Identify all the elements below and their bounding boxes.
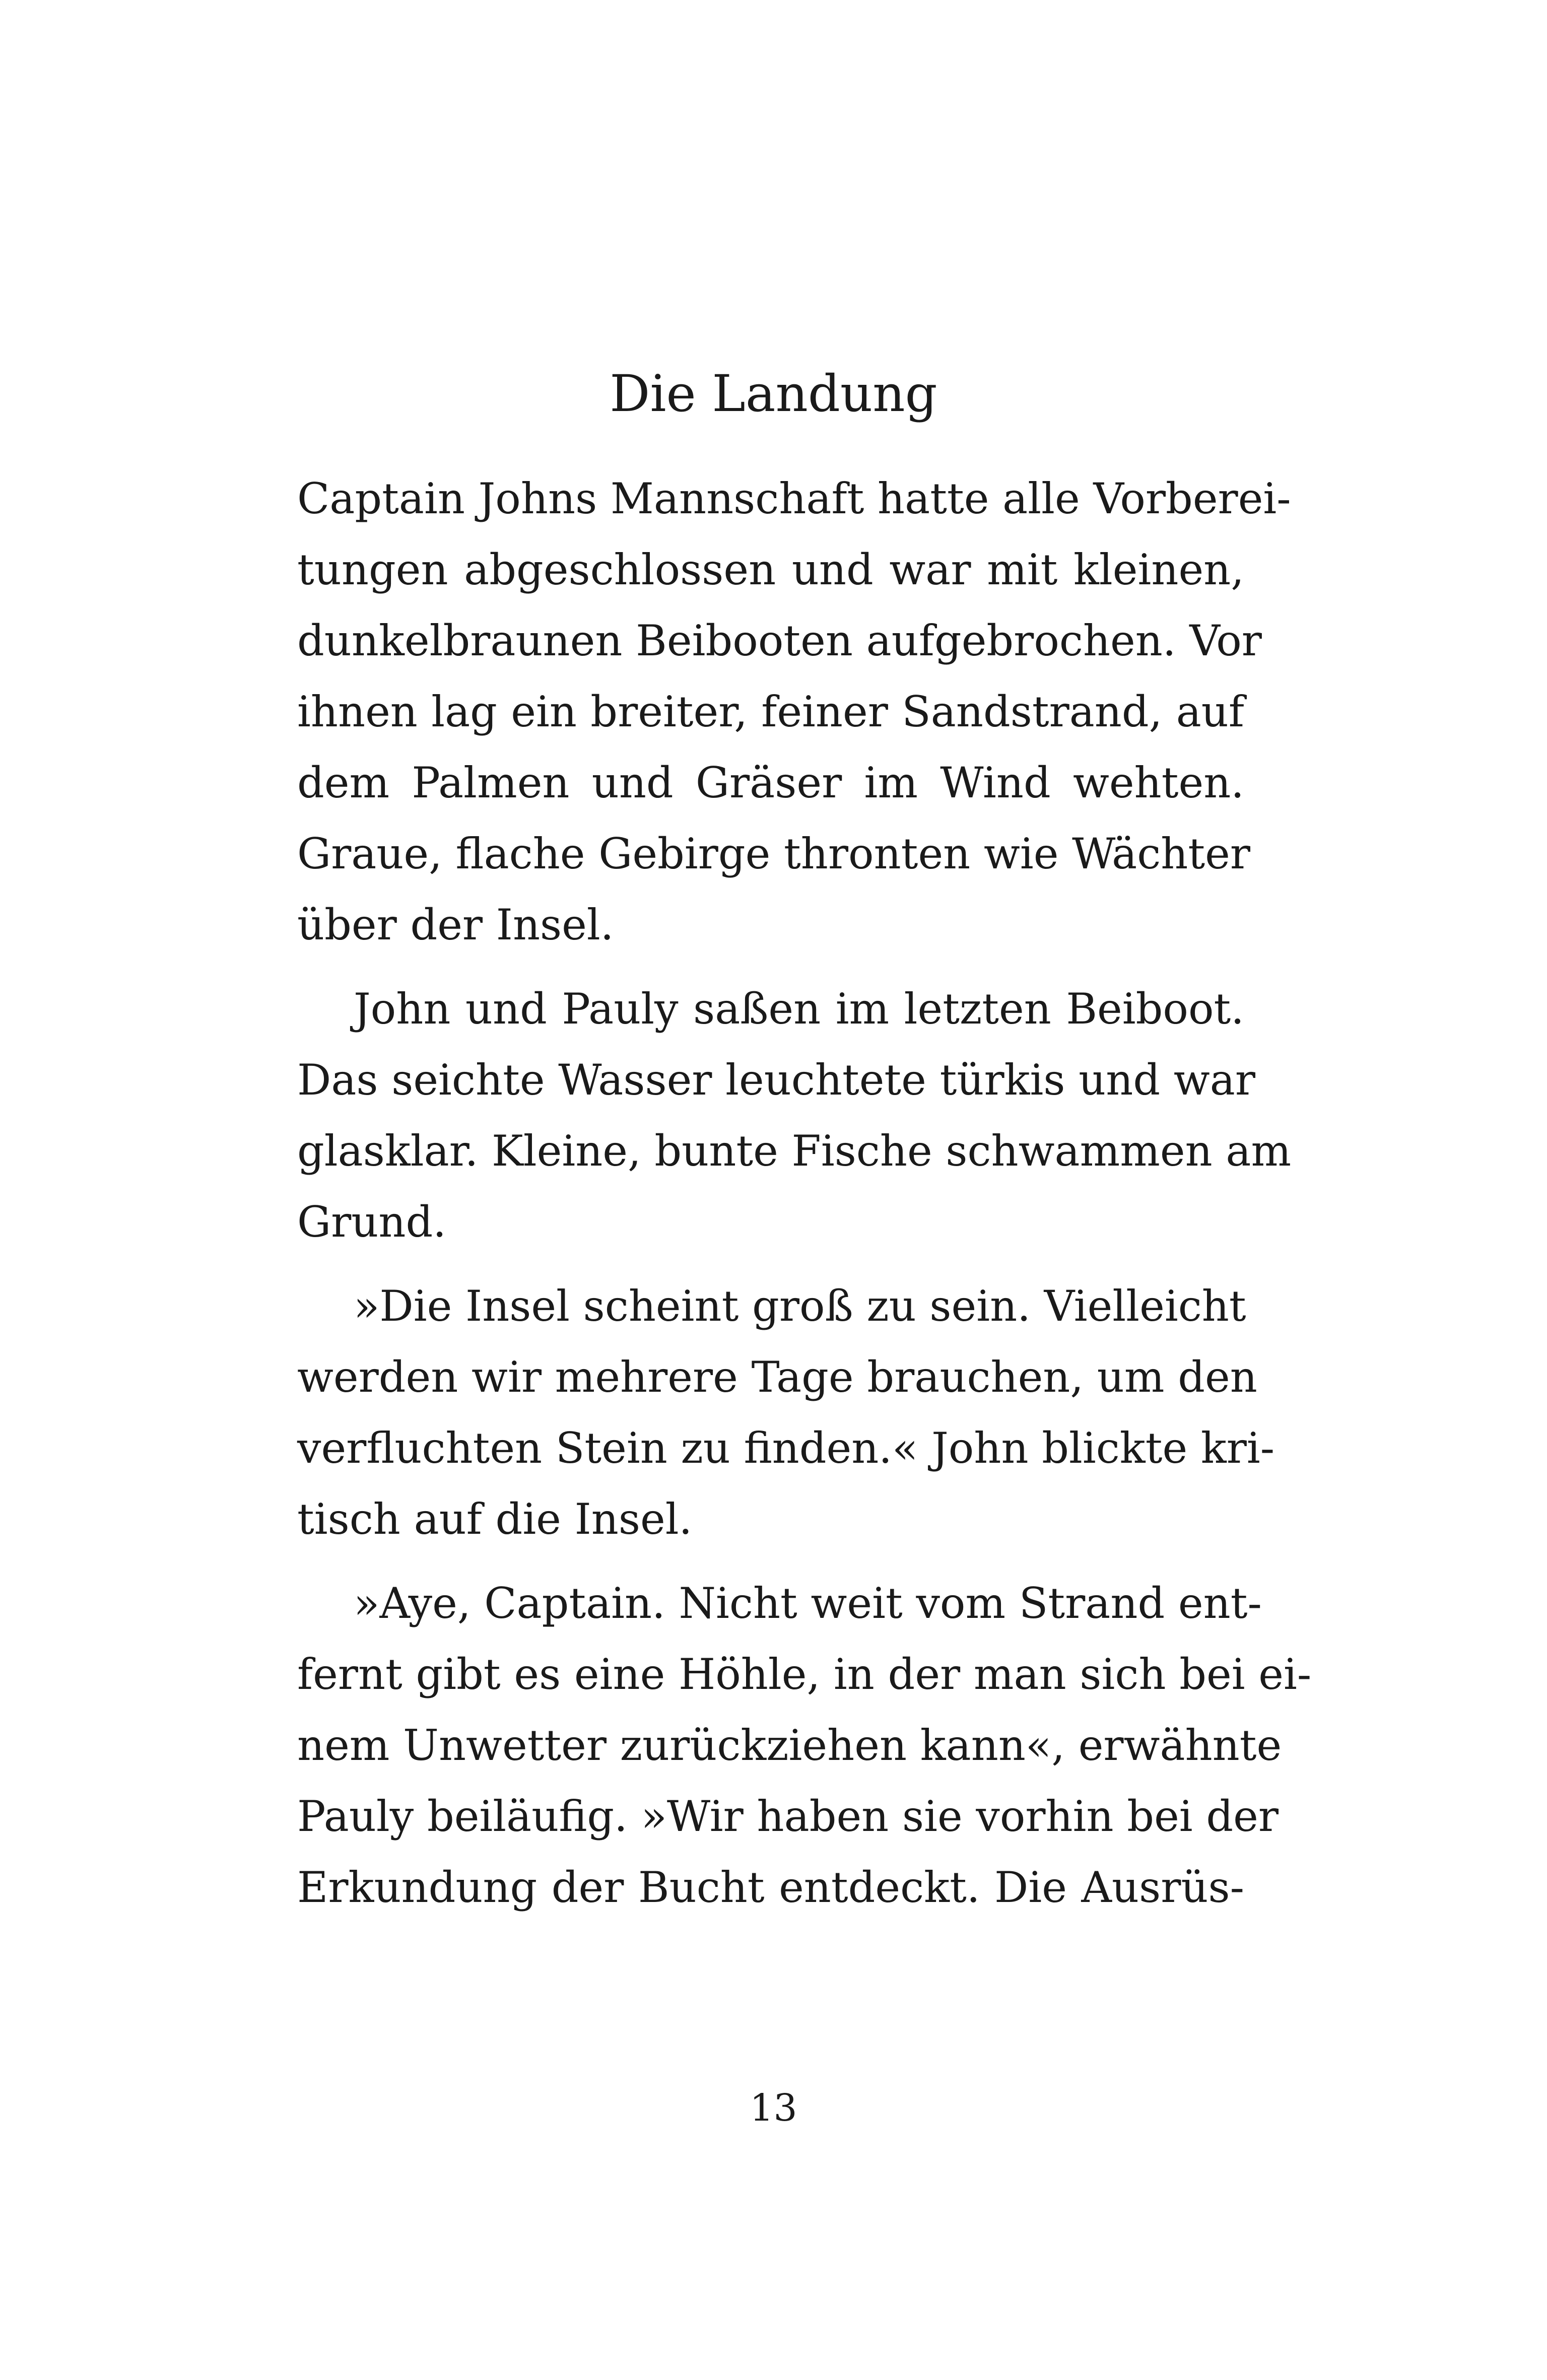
paragraph-1-line-5: dem Palmen und Gräser im Wind wehten. [297, 758, 1244, 807]
paragraph-2-line-3: glasklar. Kleine, bunte Fische schwammen am [297, 1126, 1292, 1176]
paragraph-4-line-5: Erkundung der Bucht entdeckt. Die Ausrüs- [297, 1863, 1244, 1912]
body-text [297, 463, 1312, 1923]
paragraph-1-line-6: Graue, flache Gebirge thronten wie Wächter [297, 829, 1251, 878]
paragraph-gap [297, 1258, 1244, 1271]
paragraph-4-line-2: fernt gibt es eine Höhle, in der man sich bei ei- [297, 1650, 1312, 1699]
paragraph-4-line-3: nem Unwetter zurückziehen kann«, erwähnte [297, 1721, 1282, 1770]
paragraph-2-line-2: Das seichte Wasser leuchtete türkis und war [297, 1055, 1255, 1105]
paragraph-1-line-4: ihnen lag ein breiter, feiner Sandstrand, auf [297, 687, 1244, 736]
paragraph-3-line-2: werden wir mehrere Tage brauchen, um den [297, 1352, 1257, 1402]
page-number: 13 [750, 2086, 797, 2130]
paragraph-2-line-4: Grund. [297, 1197, 446, 1247]
paragraph-3-line-3: verfluchten Stein zu finden.« John blickte kri- [297, 1423, 1275, 1473]
paragraph-1-line-7: über der Insel. [297, 900, 614, 949]
paragraph-4-line-1: »Aye, Captain. Nicht weit vom Strand ent- [354, 1579, 1262, 1628]
paragraph-3-line-1: »Die Insel scheint groß zu sein. Vielleicht [354, 1281, 1246, 1331]
chapter-title: Die Landung [610, 364, 937, 423]
paragraph-gap [297, 961, 1244, 974]
paragraph-2-line-1: John und Pauly saßen im letzten Beiboot. [354, 984, 1244, 1034]
paragraph-4-line-4: Pauly beiläufig. »Wir haben sie vorhin bei der [297, 1792, 1279, 1841]
paragraph-gap [297, 1555, 1244, 1568]
paragraph-1-line-2: tungen abgeschlossen und war mit kleinen, [297, 545, 1244, 594]
paragraph-3-line-4: tisch auf die Insel. [297, 1494, 693, 1544]
paragraph-1-line-3: dunkelbraunen Beibooten aufgebrochen. Vor [297, 616, 1262, 665]
paragraph-1-line-1: Captain Johns Mannschaft hatte alle Vorberei- [297, 474, 1291, 523]
